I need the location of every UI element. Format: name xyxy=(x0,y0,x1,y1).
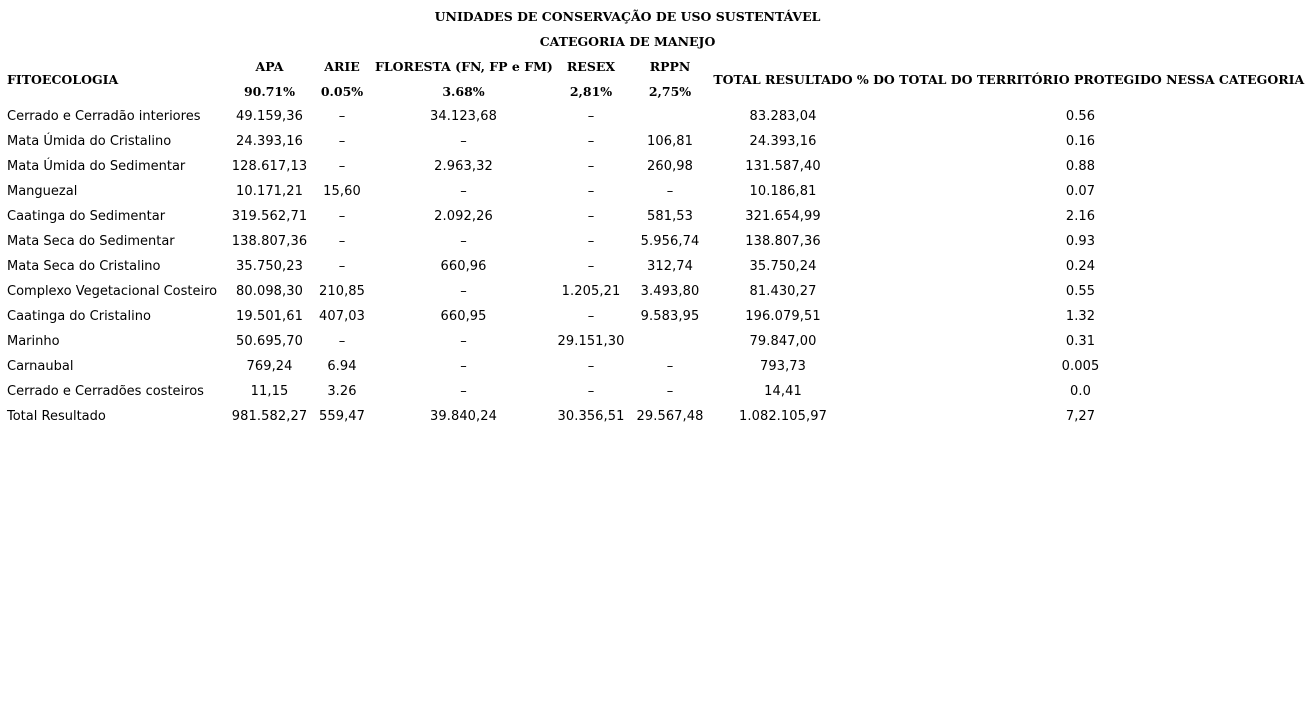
cell-arie: – xyxy=(338,334,346,349)
column-header-fitoecologia: FITOECOLOGIA xyxy=(7,71,119,87)
cell-resex: – xyxy=(587,109,595,124)
cell-arie: – xyxy=(338,209,346,224)
column-header-arie: ARIE xyxy=(324,59,360,74)
cell-apa: 24.393,16 xyxy=(235,134,304,149)
cell-apa: 50.695,70 xyxy=(235,334,304,349)
cell-apa: 769,24 xyxy=(246,359,293,374)
cell-apa: 49.159,36 xyxy=(235,109,304,124)
cell-total: 79.847,00 xyxy=(749,334,817,349)
cell-resex: – xyxy=(587,184,595,199)
title-row xyxy=(0,4,1305,29)
cell-resex: – xyxy=(587,159,595,174)
table-body xyxy=(0,104,1305,429)
cell-pct: 2.16 xyxy=(1065,209,1096,224)
cell-pct: 0.31 xyxy=(1065,334,1096,349)
cell-total: 83.283,04 xyxy=(749,109,817,124)
cell-rppn: 312,74 xyxy=(646,259,694,274)
cell-total: 793,73 xyxy=(759,359,807,374)
row-label: Cerrado e Cerradões costeiros xyxy=(7,384,204,399)
pct-resex: 2,81% xyxy=(569,84,613,99)
cell-rppn: 106,81 xyxy=(646,134,694,149)
cell-rppn: 260,98 xyxy=(646,159,694,174)
row-label: Complexo Vegetacional Costeiro xyxy=(7,284,218,299)
cell-arie: 407,03 xyxy=(318,309,366,324)
cell-floresta: 660,95 xyxy=(440,309,487,324)
cell-resex: – xyxy=(587,309,595,324)
cell-arie: 15,60 xyxy=(323,184,361,199)
cell-rppn: – xyxy=(666,384,674,399)
cell-floresta: – xyxy=(460,284,467,299)
cell-floresta: – xyxy=(460,234,467,249)
pct-floresta: 3.68% xyxy=(442,84,485,99)
table-row xyxy=(0,404,1305,429)
cell-pct: 0.88 xyxy=(1065,159,1096,174)
cell-apa: 35.750,23 xyxy=(235,259,304,274)
cell-resex: 30.356,51 xyxy=(557,409,625,424)
column-header-apa: APA xyxy=(255,59,284,74)
cell-total: 81.430,27 xyxy=(749,284,817,299)
cell-resex: – xyxy=(587,134,595,149)
cell-total: 35.750,24 xyxy=(749,259,817,274)
cell-arie: – xyxy=(338,159,346,174)
cell-rppn: – xyxy=(666,184,674,199)
cell-resex: – xyxy=(587,259,595,274)
cell-total: 1.082.105,97 xyxy=(738,409,828,424)
row-label: Total Resultado xyxy=(7,409,106,424)
row-label: Manguezal xyxy=(7,184,78,199)
column-header-rppn: RPPN xyxy=(649,59,691,74)
cell-rppn xyxy=(630,104,710,129)
cell-total: 24.393,16 xyxy=(749,134,817,149)
cell-apa: 128.617,13 xyxy=(231,159,308,174)
cell-pct: 0.24 xyxy=(1065,259,1096,274)
cell-floresta: 2.092,26 xyxy=(434,209,493,224)
cell-apa: 138.807,36 xyxy=(231,234,308,249)
table-row xyxy=(0,204,1305,229)
cell-resex: 1.205,21 xyxy=(561,284,621,299)
row-label: Carnaubal xyxy=(7,359,74,374)
row-label: Caatinga do Sedimentar xyxy=(7,209,166,224)
cell-total: 321.654,99 xyxy=(745,209,821,224)
cell-pct: 0.005 xyxy=(1061,359,1100,374)
cell-apa: 80.098,30 xyxy=(235,284,304,299)
cell-floresta: 2.963,32 xyxy=(434,159,493,174)
cell-rppn: 29.567,48 xyxy=(636,409,704,424)
cell-arie: – xyxy=(338,234,346,249)
cell-floresta: – xyxy=(460,384,467,399)
cell-total: 14,41 xyxy=(764,384,802,399)
cell-pct: 1.32 xyxy=(1065,309,1096,324)
table-row xyxy=(0,379,1305,404)
table-row xyxy=(0,279,1305,304)
cell-resex: – xyxy=(587,359,595,374)
cell-apa: 11,15 xyxy=(250,384,289,399)
table-row xyxy=(0,129,1305,154)
cell-pct: 0.16 xyxy=(1065,134,1096,149)
column-header-resex: RESEX xyxy=(566,59,616,74)
row-label: Mata Úmida do Cristalino xyxy=(7,134,172,149)
table-row xyxy=(0,179,1305,204)
cell-arie: 3.26 xyxy=(327,384,357,399)
cell-arie: 559,47 xyxy=(318,409,366,424)
cell-apa: 19.501,61 xyxy=(235,309,304,324)
cell-pct: 0.0 xyxy=(1070,384,1091,399)
cell-total: 10.186,81 xyxy=(749,184,817,199)
table-row xyxy=(0,304,1305,329)
row-label: Marinho xyxy=(7,334,60,349)
cell-pct: 0.56 xyxy=(1065,109,1096,124)
table-title: UNIDADES DE CONSERVAÇÃO DE USO SUSTENTÁVEL xyxy=(434,9,821,24)
cell-pct: 0.07 xyxy=(1065,184,1096,199)
table-row xyxy=(0,254,1305,279)
cell-arie: – xyxy=(338,134,346,149)
row-label: Cerrado e Cerradão interiores xyxy=(7,109,201,124)
cell-total: 131.587,40 xyxy=(745,159,821,174)
cell-resex: – xyxy=(587,384,595,399)
column-header-pct-total: % DO TOTAL DO TERRITÓRIO PROTEGIDO NESSA CATEGORIA xyxy=(856,71,1305,87)
table-row xyxy=(0,229,1305,254)
cell-total: 138.807,36 xyxy=(745,234,821,249)
cell-resex: – xyxy=(587,209,595,224)
table-subtitle: CATEGORIA DE MANEJO xyxy=(539,34,716,49)
cell-arie: – xyxy=(338,259,346,274)
column-header-total: TOTAL RESULTADO xyxy=(713,71,853,87)
cell-resex: – xyxy=(587,234,595,249)
pct-arie: 0.05% xyxy=(320,84,364,99)
data-table xyxy=(0,4,1305,429)
cell-rppn: 5.956,74 xyxy=(640,234,700,249)
row-label: Mata Seca do Cristalino xyxy=(7,259,161,274)
cell-floresta: 660,96 xyxy=(440,259,487,274)
cell-floresta: – xyxy=(460,134,467,149)
cell-apa: 10.171,21 xyxy=(235,184,304,199)
cell-arie: 6.94 xyxy=(327,359,357,374)
pct-rppn: 2,75% xyxy=(648,84,692,99)
cell-floresta: 39.840,24 xyxy=(429,409,498,424)
cell-apa: 319.562,71 xyxy=(231,209,308,224)
row-label: Mata Úmida do Sedimentar xyxy=(7,159,186,174)
column-header-row xyxy=(0,54,1305,79)
table-row xyxy=(0,329,1305,354)
subtitle-row xyxy=(0,29,1305,54)
cell-rppn: – xyxy=(666,359,674,374)
cell-floresta: – xyxy=(460,184,467,199)
table-row xyxy=(0,354,1305,379)
column-header-floresta: FLORESTA (FN, FP e FM) xyxy=(375,59,553,74)
cell-floresta: – xyxy=(460,334,467,349)
cell-floresta: 34.123,68 xyxy=(429,109,498,124)
row-label: Caatinga do Cristalino xyxy=(7,309,151,324)
cell-rppn xyxy=(630,329,710,354)
cell-pct: 0.93 xyxy=(1065,234,1096,249)
table-row xyxy=(0,104,1305,129)
table-row xyxy=(0,154,1305,179)
cell-pct: 7,27 xyxy=(1065,409,1096,424)
cell-arie: 210,85 xyxy=(318,284,366,299)
cell-rppn: 9.583,95 xyxy=(640,309,700,324)
cell-pct: 0.55 xyxy=(1065,284,1096,299)
cell-resex: 29.151,30 xyxy=(557,334,625,349)
cell-apa: 981.582,27 xyxy=(231,409,308,424)
cell-rppn: 3.493,80 xyxy=(640,284,700,299)
cell-rppn: 581,53 xyxy=(646,209,694,224)
cell-total: 196.079,51 xyxy=(745,309,821,324)
pct-apa: 90.71% xyxy=(243,84,296,99)
spreadsheet xyxy=(0,4,1313,429)
row-label: Mata Seca do Sedimentar xyxy=(7,234,175,249)
cell-floresta: – xyxy=(460,359,467,374)
cell-arie: – xyxy=(338,109,346,124)
